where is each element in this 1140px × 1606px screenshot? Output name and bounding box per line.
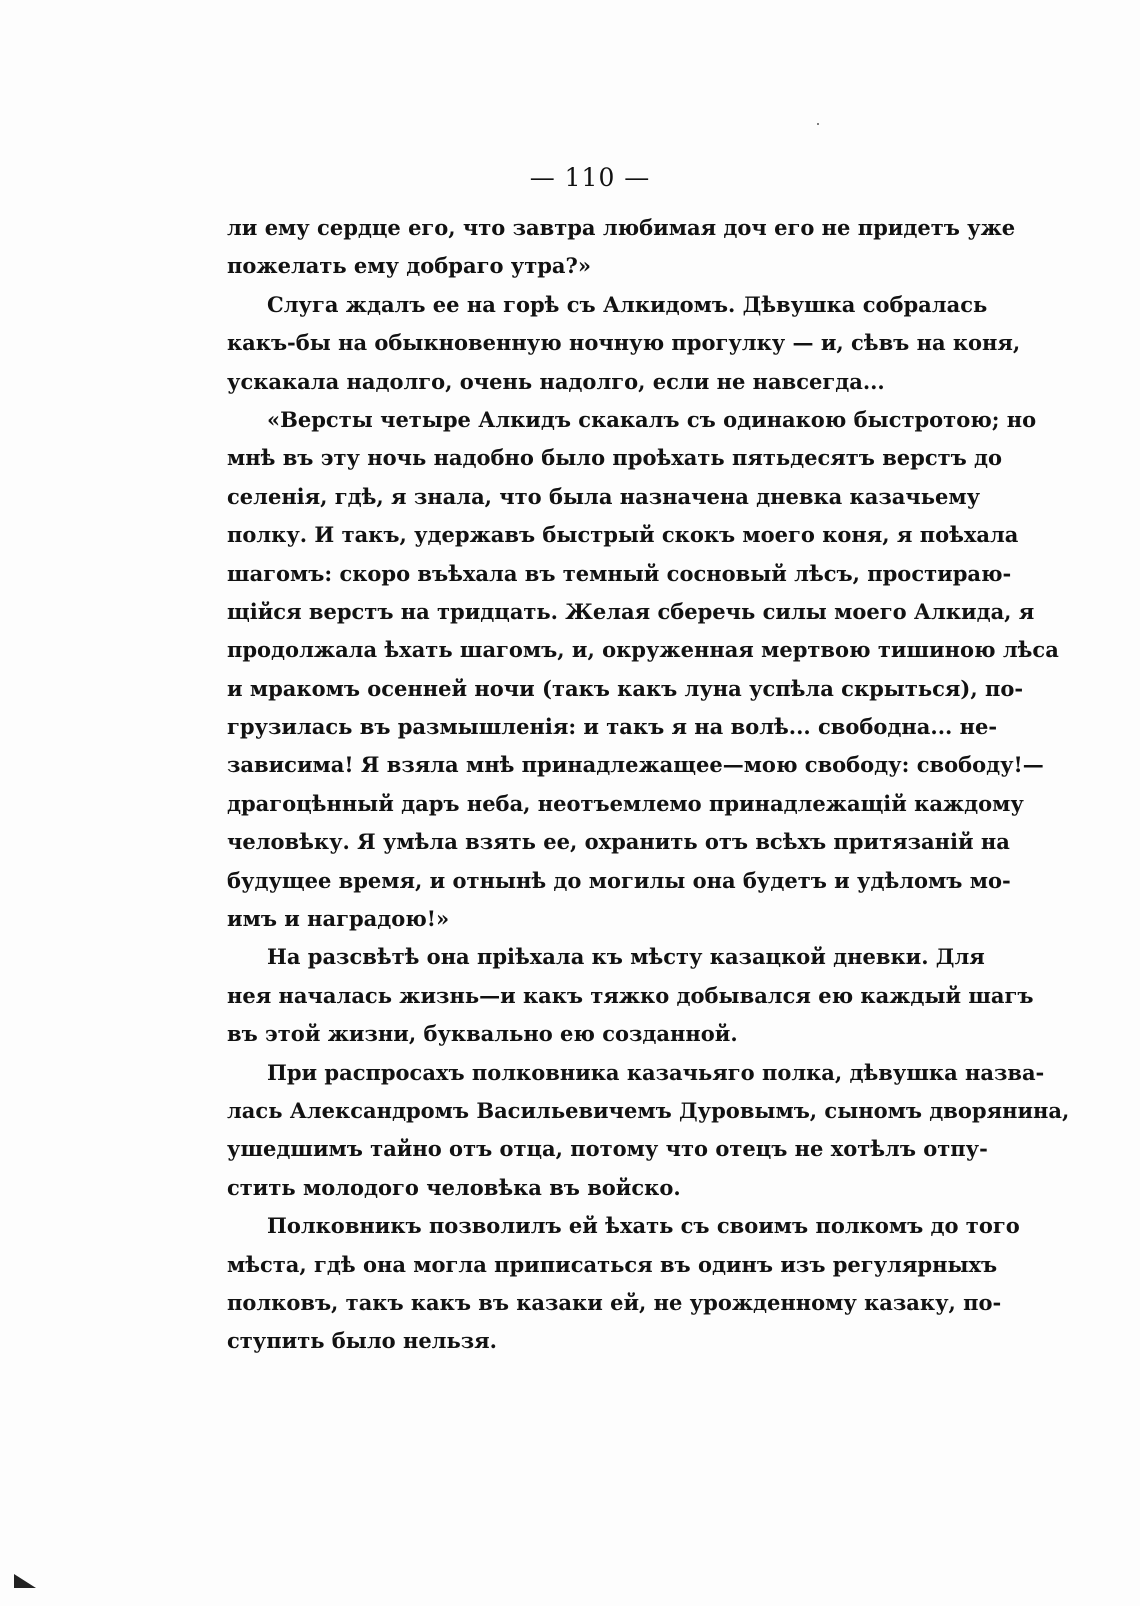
text-line: На разсвѣтѣ она пріѣхала къ мѣсту казацкой дневки. Для [267, 944, 985, 970]
text-line: зависима! Я взяла мнѣ принадлежащее—мою свободу: свободу!— [227, 752, 1044, 778]
paragraph [227, 209, 1016, 286]
text-line: ушедшимъ тайно отъ отца, потому что отецъ не хотѣлъ отпу- [227, 1136, 988, 1162]
text-line: «Версты четыре Алкидъ скакалъ съ одинакою быстротою; но [267, 406, 1037, 432]
text-line: Полковникъ позволилъ ей ѣхать съ своимъ полкомъ до того [267, 1213, 1020, 1239]
text-line: имъ и наградою!» [227, 906, 450, 932]
paragraph [227, 1207, 1020, 1361]
text-line: лась Александромъ Васильевичемъ Дуровымъ, сыномъ дворянина, [227, 1097, 1070, 1123]
text-line: продолжала ѣхать шагомъ, и, окруженная мертвою тишиною лѣса [227, 637, 1059, 663]
text-line: драгоцѣнный даръ неба, неотъемлемо принадлежащій каждому [227, 790, 1024, 816]
text-line: ступить было нельзя. [227, 1328, 497, 1354]
paragraph [227, 286, 1021, 401]
text-line: селенія, гдѣ, я знала, что была назначена дневка казачьему [227, 483, 981, 509]
page-number: — 110 — [529, 163, 651, 192]
text-line: полковъ, такъ какъ въ казаки ей, не урожденному казаку, по- [227, 1289, 1002, 1315]
paragraph [227, 401, 1059, 938]
speck-mark [817, 123, 819, 125]
text-line: полку. И такъ, удержавъ быстрый скокъ моего коня, я поѣхала [227, 522, 1019, 548]
text-line: стить молодого человѣка въ войско. [227, 1174, 681, 1200]
text-line: ли ему сердце его, что завтра любимая доч его не придетъ уже [227, 215, 1016, 240]
text-line: ускакала надолго, очень надолго, если не навсегда... [227, 368, 885, 394]
text-line: При распросахъ полковника казачьяго полка, дѣвушка назва- [267, 1059, 1045, 1085]
text-line: мнѣ въ эту ночь надобно было проѣхать пятьдесятъ верстъ до [227, 445, 1003, 471]
text-line: человѣку. Я умѣла взять ее, охранить отъ всѣхъ притязаній на [227, 829, 1010, 855]
corner-triangle-mark [14, 1574, 36, 1588]
text-line: мѣста, гдѣ она могла приписаться въ одинъ изъ регулярныхъ [227, 1251, 998, 1277]
text-line: будущее время, и отнынѣ до могилы она будетъ и удѣломъ мо- [227, 867, 1011, 893]
text-line: и мракомъ осенней ночи (такъ какъ луна успѣла скрыться), по- [227, 675, 1024, 701]
text-line: шагомъ: скоро въѣхала въ темный сосновый лѣсъ, простираю- [227, 560, 1012, 586]
text-line: щійся верстъ на тридцать. Желая сберечь силы моего Алкида, я [227, 598, 1035, 624]
text-line: пожелать ему добраго утра?» [227, 253, 591, 279]
text-line: въ этой жизни, буквально ею созданной. [227, 1021, 738, 1047]
paragraph [227, 938, 1034, 1053]
text-line: нея началась жизнь—и какъ тяжко добывался ею каждый шагъ [227, 982, 1034, 1008]
body-text [227, 209, 1070, 1361]
text-line: Слуга ждалъ ее на горѣ съ Алкидомъ. Дѣвушка собралась [267, 291, 988, 317]
paragraph [227, 1054, 1070, 1208]
text-line: грузилась въ размышленія: и такъ я на волѣ... свободна... не- [227, 714, 998, 740]
text-line: какъ-бы на обыкновенную ночную прогулку — и, сѣвъ на коня, [227, 330, 1021, 356]
